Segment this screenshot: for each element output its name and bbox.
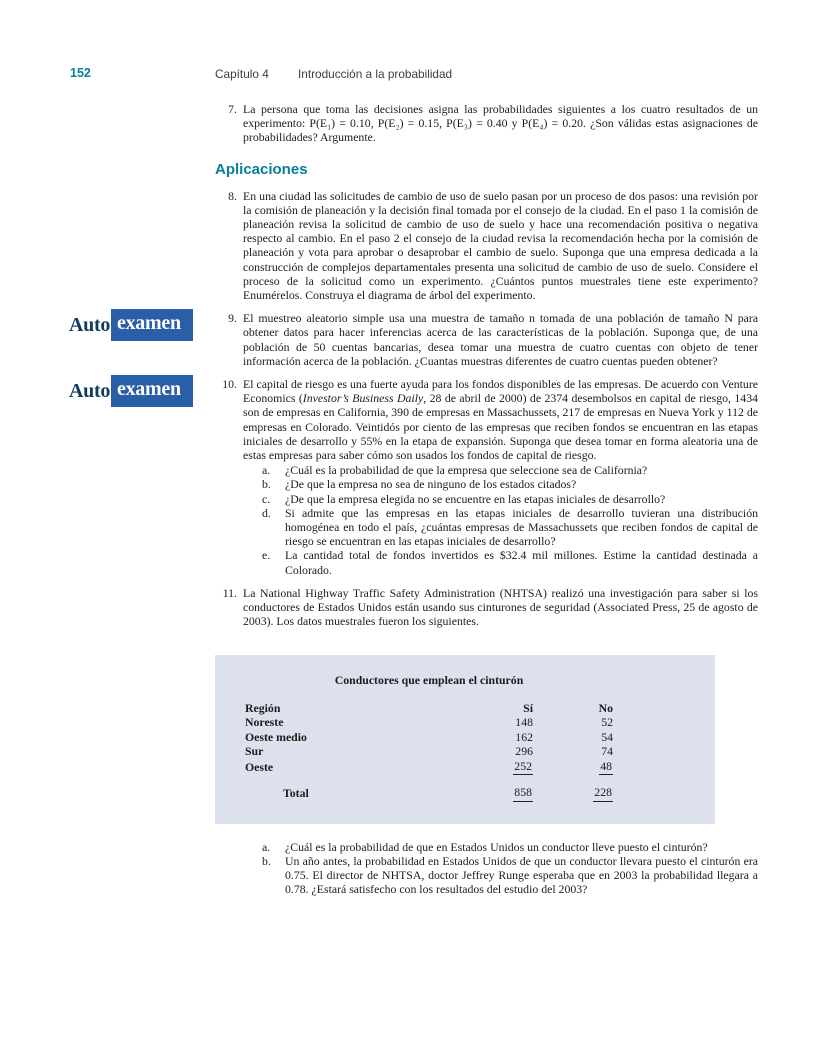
problem-8 <box>215 189 758 303</box>
autoexamen-auto-label: Auto <box>69 379 111 402</box>
no-cell: 54 <box>601 729 613 744</box>
table-row <box>245 744 613 759</box>
no-cell <box>533 759 613 776</box>
page-content <box>69 102 759 897</box>
underlined-value: 228 <box>593 785 613 802</box>
autoexamen-badge <box>69 309 193 341</box>
subitem-b <box>262 854 758 897</box>
subitem-text: Si admite que las empresas en las etapas iniciales de desarrollo tuvieran una distribución homogénea en todo el país, ¿cuántas empresas de Massachussets que reciben fondos de capital de riesgo se encuentran en las etapas iniciales de desarrollo? <box>285 505 758 549</box>
problem-text-segment: El capital de riesgo es una fuerte ayuda para los fondos disponibles de las empresas. De acuerdo con Venture Economics ( <box>243 377 758 406</box>
seatbelt-table-panel <box>215 655 715 824</box>
problem-number: 11. <box>222 585 237 600</box>
problem-10 <box>69 377 759 577</box>
si-cell: 162 <box>515 729 533 744</box>
region-cell: Oeste <box>245 759 274 774</box>
autoexamen-auto-label: Auto <box>69 313 111 336</box>
page-number: 152 <box>70 66 91 80</box>
problem-body <box>243 586 758 629</box>
problem-body <box>243 377 758 577</box>
region-cell: Sur <box>245 744 264 758</box>
problem-body <box>243 102 758 145</box>
subitem-letter: d. <box>262 505 271 520</box>
region-cell: Noreste <box>245 715 284 729</box>
table-header-si: Sí <box>523 700 533 715</box>
problem-text: La National Highway Traffic Safety Administration (NHTSA) realizó una investigación para saber si los conductores de Estados Unidos están usando sus cinturones de seguridad (Associated Press, 25 de agosto de 2003). Los datos muestrales fueron los siguientes. <box>243 585 758 629</box>
table-header-region: Región <box>245 700 281 715</box>
subitem-text: ¿De que la empresa elegida no se encuentre en las etapas iniciales de desarrollo? <box>285 491 666 506</box>
subitem-text: ¿Cuál es la probabilidad de que la empresa que seleccione sea de California? <box>285 463 648 478</box>
problem-sublist <box>262 463 758 577</box>
table-title: Conductores que emplean el cinturón <box>334 672 524 687</box>
problem-number: 7. <box>228 102 237 116</box>
problem-text <box>243 377 758 462</box>
subitem-letter: b. <box>262 853 271 868</box>
total-label: Total <box>283 786 309 800</box>
chapter-title: Introducción a la probabilidad <box>298 67 453 81</box>
subitem-d <box>262 506 758 549</box>
problem-text-segment: , 28 de abril de 2000) de 2374 desembolsos en capital de riesgo, 1434 son de empresas en California, 390 de empresas en Massachussets, 217 de empresas en Nueva York y 112 de empresas en Colorado. Veintidós por ciento de las empresas que reciben fondos se encuentran en las etapas iniciales de desarrollo y 55% en la etapa de expansión. Suponga que desea tomar en forma aleatoria una de estas empresas para saber cómo son usados los fondos de capital de riesgo. <box>243 391 759 463</box>
subitem-text: ¿De que la empresa no sea de ninguno de los estados citados? <box>285 477 577 492</box>
table-total-row <box>245 775 613 802</box>
subitem-text: Un año antes, la probabilidad en Estados Unidos de que un conductor llevara puesto el cinturón era 0.75. El director de NHTSA, doctor Jeffrey Runge esperaba que en 2003 la probabilidad llegara a 0.78. ¿Estará satisfecho con los resultados del estudio del 2003? <box>285 853 758 897</box>
subitem-a <box>262 463 758 477</box>
problem-number: 9. <box>228 311 237 326</box>
chapter-label: Capítulo 4 <box>215 67 269 81</box>
table-row <box>245 730 613 745</box>
problem-7 <box>215 102 758 145</box>
subitem-letter: e. <box>262 548 271 563</box>
si-cell <box>433 759 533 776</box>
table-header-no: No <box>598 700 613 715</box>
section-heading: Aplicaciones <box>215 160 308 178</box>
subitem-b <box>262 477 758 491</box>
subitem-text: ¿Cuál es la probabilidad de que en Estados Unidos un conductor lleve puesto el cinturón? <box>285 839 708 854</box>
problem-number: 10. <box>222 377 237 392</box>
table-row <box>245 759 613 776</box>
problem-text: En una ciudad las solicitudes de cambio de uso de suelo pasan por un proceso de dos pasos: una revisión por la comisión de planeación y la decisión final tomada por el consejo de la ciudad. En el paso 1 la comisión de planeación revisa la solicitud de cambio de uso de suelo y hace una recomendación positiva o negativa respecto al cambio. En el paso 2 el consejo de la ciudad revisa la recomendación hecha por la comisión de planeación y vota para aprobar o desaprobar el cambio de suelo. Suponga que una empresa dedicada a la construcción de complejos departamentales presenta una solicitud de cambio de uso de suelo. Considere el proceso de la solicitud como un experimento. ¿Cuántos puntos muestrales tiene este experimento? Enumérelos. Construya el diagrama de árbol del experimento. <box>243 188 758 303</box>
underlined-value: 858 <box>513 785 533 802</box>
si-cell: 148 <box>515 715 533 729</box>
subitem-e <box>262 548 758 576</box>
seatbelt-table <box>245 701 613 802</box>
table-row <box>245 715 613 730</box>
underlined-value: 48 <box>599 759 613 776</box>
page-header <box>0 66 828 84</box>
autoexamen-examen-label: examen <box>111 375 193 407</box>
subitem-letter: a. <box>262 839 271 854</box>
italic-citation: Investor’s Business Daily <box>302 391 424 406</box>
problem-11 <box>215 586 758 629</box>
subitem-text: La cantidad total de fondos invertidos es $32.4 mil millones. Estime la cantidad destinada a Colorado. <box>285 548 758 577</box>
subitem-a <box>262 840 758 854</box>
problem-body <box>243 189 758 303</box>
underlined-value: 252 <box>513 759 533 776</box>
si-cell: 296 <box>515 744 533 758</box>
no-cell: 74 <box>601 744 613 758</box>
region-cell: Oeste medio <box>245 729 307 744</box>
problem-text: La persona que toma las decisiones asigna las probabilidades siguientes a los cuatro resultados de un experimento: P(E₁) = 0.10, P(E₂) = 0.15, P(E₃) = 0.40 y P(E₄) = 0.20. ¿Son válidas estas asignaciones de probabilidades? Argumente. <box>243 102 758 145</box>
post-table-sublist <box>262 840 758 897</box>
total-si-cell <box>433 775 533 802</box>
problem-text: El muestreo aleatorio simple usa una muestra de tamaño n tomada de una población de tamaño N para obtener datos para hacer inferencias acerca de las características de la población. Suponga que, de una población de 50 cuentas bancarias, desea tomar una muestra de cuatro cuentas con objeto de tener información acerca de la población. ¿Cuantas muestras diferentes de cuatro cuentas pueden obtener? <box>243 311 758 368</box>
problem-body <box>243 311 758 368</box>
total-no-cell <box>533 775 613 802</box>
autoexamen-badge <box>69 375 193 407</box>
table-header-row <box>245 701 613 716</box>
problem-number: 8. <box>228 188 237 203</box>
subitem-letter: c. <box>262 491 271 506</box>
subitem-c <box>262 492 758 506</box>
subitem-letter: b. <box>262 477 271 492</box>
subitem-letter: a. <box>262 463 271 478</box>
problem-9 <box>69 311 758 368</box>
no-cell: 52 <box>601 715 613 729</box>
autoexamen-examen-label: examen <box>111 309 193 341</box>
